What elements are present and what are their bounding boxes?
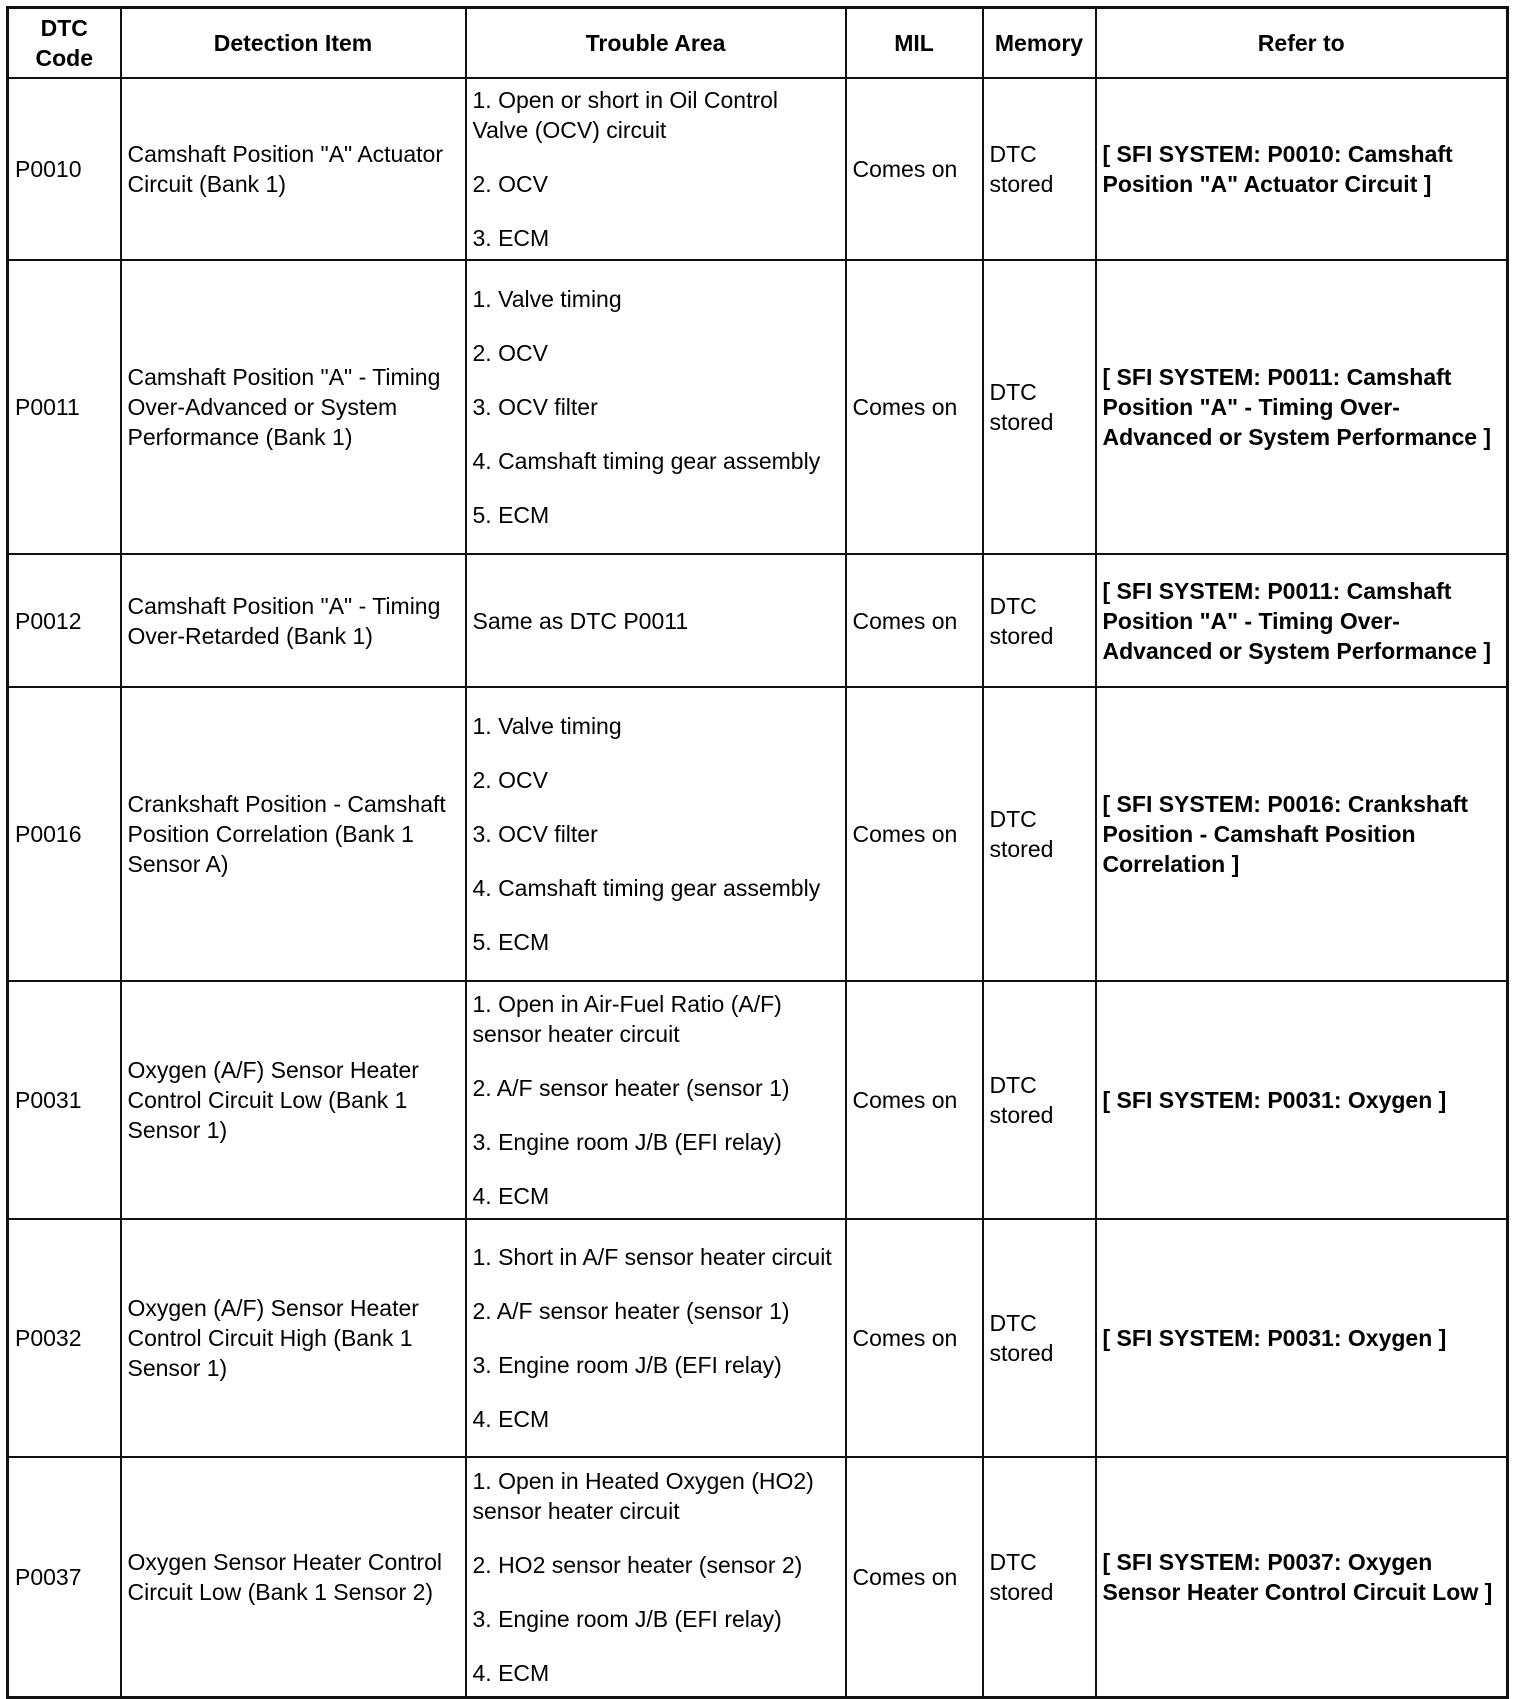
memory-cell [983,1457,1096,1697]
header-refer-to: Refer to [1096,8,1508,79]
trouble-area-item: 2. A/F sensor heater (sensor 1) [472,1075,790,1101]
mil-cell: Comes on [846,554,983,687]
detection-item-cell: Camshaft Position "A" - Timing Over-Advanced or System Performance (Bank 1) [121,260,466,554]
trouble-area-item: 1. Valve timing [472,713,622,739]
refer-to-link[interactable]: [ SFI SYSTEM: P0011: Camshaft Position "A" - Timing Over-Advanced or System Performance ] [1096,260,1508,554]
table-row [8,78,1508,260]
memory-text: DTC [989,1072,1037,1098]
header-dtc-code: DTC Code [8,8,121,79]
dtc-code-cell: P0011 [8,260,121,554]
trouble-area-item: 1. Open or short in Oil Control Valve (OCV) circuit [472,87,779,143]
trouble-area-item: 3. Engine room J/B (EFI relay) [472,1352,782,1378]
memory-text: stored [989,836,1054,862]
memory-text: DTC [989,1310,1037,1336]
trouble-area-item: 3. OCV filter [472,394,598,420]
memory-text: stored [989,409,1054,435]
trouble-area-item: 5. ECM [472,502,550,528]
memory-text: DTC [989,1548,1037,1575]
memory-text: DTC [989,806,1037,832]
memory-cell [983,1219,1096,1457]
memory-text: stored [989,1102,1054,1128]
detection-item-cell: Oxygen (A/F) Sensor Heater Control Circuit High (Bank 1 Sensor 1) [121,1219,466,1457]
refer-to-link[interactable]: [ SFI SYSTEM: P0031: Oxygen ] [1096,1219,1508,1457]
header-mil: MIL [846,8,983,79]
dtc-table-body [8,78,1508,1697]
refer-to-link[interactable]: [ SFI SYSTEM: P0031: Oxygen ] [1096,981,1508,1219]
trouble-area-item: 2. OCV [472,767,548,793]
table-row [8,260,1508,554]
trouble-area-cell [466,260,846,554]
table-row [8,554,1508,687]
trouble-area-cell [466,554,846,687]
trouble-area-item: 5. ECM [472,929,550,955]
trouble-area-item: 4. Camshaft timing gear assembly [472,875,821,901]
trouble-area-item: 3. Engine room J/B (EFI relay) [472,1129,782,1155]
memory-text: stored [989,622,1054,649]
trouble-area-item: 2. OCV [472,171,548,197]
dtc-code-cell: P0016 [8,687,121,981]
detection-item-cell: Oxygen (A/F) Sensor Heater Control Circuit Low (Bank 1 Sensor 1) [121,981,466,1219]
trouble-area-cell [466,981,846,1219]
memory-text: DTC [989,592,1037,619]
trouble-area-item: 4. Camshaft timing gear assembly [472,448,821,474]
table-row [8,1457,1508,1697]
memory-text: DTC [989,141,1037,167]
header-memory: Memory [983,8,1096,79]
trouble-area-item: 1. Short in A/F sensor heater circuit [472,1244,832,1270]
trouble-area-cell [466,1219,846,1457]
detection-item-cell: Camshaft Position "A" - Timing Over-Retarded (Bank 1) [121,554,466,687]
trouble-area-item: 3. OCV filter [472,821,598,847]
memory-cell [983,554,1096,687]
refer-to-link[interactable]: [ SFI SYSTEM: P0010: Camshaft Position "A" Actuator Circuit ] [1096,78,1508,260]
trouble-area-item: 2. HO2 sensor heater (sensor 2) [472,1551,803,1578]
trouble-area-item: 3. Engine room J/B (EFI relay) [472,1605,782,1632]
memory-text: DTC [989,379,1037,405]
trouble-area-item: 2. A/F sensor heater (sensor 1) [472,1298,790,1324]
header-trouble-area: Trouble Area [466,8,846,79]
dtc-code-cell: P0037 [8,1457,121,1697]
detection-item-cell: Camshaft Position "A" Actuator Circuit (Bank 1) [121,78,466,260]
trouble-area-item: 4. ECM [472,1659,550,1686]
header-row [8,8,1508,79]
dtc-code-cell: P0010 [8,78,121,260]
trouble-area-item: 2. OCV [472,340,548,366]
trouble-area-item: 1. Open in Heated Oxygen (HO2) sensor heater circuit [472,1467,814,1524]
refer-to-link[interactable]: [ SFI SYSTEM: P0016: Crankshaft Position - Camshaft Position Correlation ] [1096,687,1508,981]
mil-cell: Comes on [846,1219,983,1457]
mil-cell: Comes on [846,78,983,260]
memory-cell [983,260,1096,554]
memory-cell [983,687,1096,981]
trouble-area-cell [466,687,846,981]
trouble-area-item: 4. ECM [472,1183,550,1209]
mil-cell: Comes on [846,687,983,981]
memory-text: stored [989,1340,1054,1366]
dtc-table [6,6,1509,1699]
dtc-code-cell: P0031 [8,981,121,1219]
dtc-code-cell: P0012 [8,554,121,687]
mil-cell: Comes on [846,260,983,554]
detection-item-cell: Oxygen Sensor Heater Control Circuit Low (Bank 1 Sensor 2) [121,1457,466,1697]
memory-cell [983,981,1096,1219]
memory-text: stored [989,1578,1054,1605]
dtc-code-cell: P0032 [8,1219,121,1457]
table-row [8,687,1508,981]
memory-cell [983,78,1096,260]
table-row [8,1219,1508,1457]
mil-cell: Comes on [846,981,983,1219]
trouble-area-cell [466,78,846,260]
memory-text: stored [989,171,1054,197]
mil-cell: Comes on [846,1457,983,1697]
trouble-area-item: 1. Valve timing [472,286,622,312]
table-row [8,981,1508,1219]
trouble-area-item: 4. ECM [472,1406,550,1432]
refer-to-link[interactable]: [ SFI SYSTEM: P0037: Oxygen Sensor Heater Control Circuit Low ] [1096,1457,1508,1697]
refer-to-link[interactable]: [ SFI SYSTEM: P0011: Camshaft Position "A" - Timing Over-Advanced or System Performance ] [1096,554,1508,687]
detection-item-cell: Crankshaft Position - Camshaft Position Correlation (Bank 1 Sensor A) [121,687,466,981]
trouble-area-item: 1. Open in Air-Fuel Ratio (A/F) sensor heater circuit [472,991,782,1047]
trouble-area-cell [466,1457,846,1697]
trouble-area-item: Same as DTC P0011 [472,607,689,634]
header-detection-item: Detection Item [121,8,466,79]
trouble-area-item: 3. ECM [472,225,550,251]
